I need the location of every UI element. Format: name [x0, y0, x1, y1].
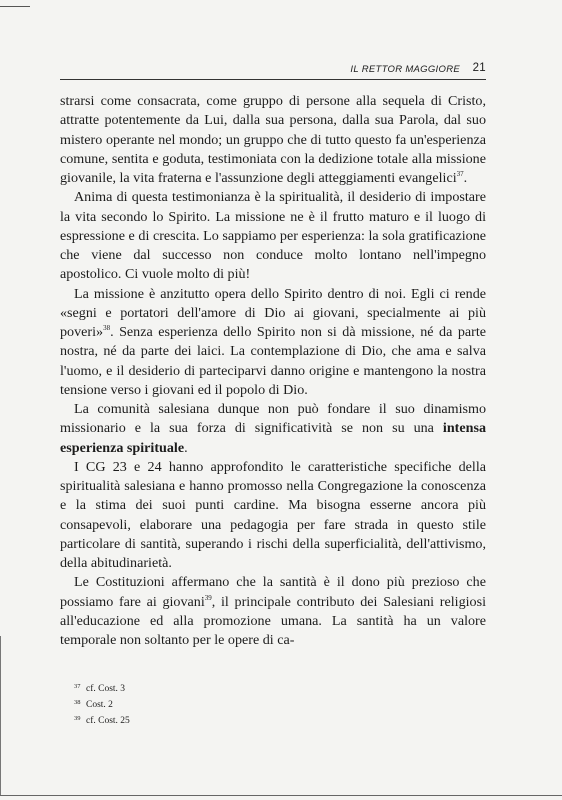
paragraph-5: I CG 23 e 24 hanno approfondito le caratteristiche specifiche della spiritualità salesiana e hanno promosso nella Congregazione la conoscenza e la stima dei suoi punti cardine. Ma bisogna esserne ancora più consapevoli, elaborare una pedagogia per fare strada in questo stile particolare di santità, superando i rischi della superficialità, dell'attivismo, della abitudinarietà.: [60, 458, 486, 571]
footnote-ref-38: 38: [103, 324, 111, 332]
scan-edge-mark: [0, 636, 1, 796]
paragraph-6: Le Costituzioni affermano che la santità è il dono più prezioso che possiamo fare ai giovani$^{39}$, il principale contributo dei Salesiani religiosi all'educazione ed alla promozione umana. La santità ha un valore temporale non soltanto per le opere di ca-: [60, 574, 486, 648]
footnote: [74, 712, 374, 728]
footnote-ref-39: 39: [204, 593, 212, 602]
footnote-ref-37: 37: [456, 170, 464, 178]
footnote-number: 37: [74, 683, 81, 690]
emphasis-text: intensa esperienza spirituale: [60, 420, 486, 456]
page-number: 21: [472, 62, 486, 74]
header-rule: [60, 79, 486, 80]
footnote-text: cf. Cost. 3: [86, 684, 126, 694]
scan-edge-mark: [0, 6, 30, 7]
footnote: [74, 680, 374, 696]
body-text: [60, 92, 486, 650]
footnote-text: cf. Cost. 25: [86, 716, 130, 726]
paragraph-1: strarsi come consacrata, come gruppo di persone alla sequela di Cristo, attratte potentemente da Lui, dalla sua persona, dalla sua Parola, dal suo mistero operante nel mondo; un gruppo che di tutto questo fa un'esperienza comune, sentita e goduta, testimoniata con la dedizione totale alla missione giovanile, la vita fraterna e l'assunzione degli atteggiamenti evangelici$^{37}$.: [60, 93, 486, 186]
scan-edge-mark: [0, 795, 562, 796]
running-head: [60, 62, 486, 78]
footnote-text: Cost. 2: [86, 700, 113, 710]
footnote-number: 38: [74, 699, 81, 706]
running-title: IL RETTOR MAGGIORE: [350, 64, 460, 75]
paragraph-2: Anima di questa testimonianza è la spiritualità, il desiderio di impostare la vita secondo lo Spirito. La missione ne è il frutto maturo e il luogo di espressione e di crescita. Lo sappiamo per esperienza: la sola gratificazione che viene dal successo non conduce molto lontano nell'impegno apostolico. Ci vuole molto di più!: [60, 189, 486, 283]
paragraph-4: La comunità salesiana dunque non può fondare il suo dinamismo missionario e la sua forza di significatività se non su una intensa esperienza spirituale.: [60, 401, 486, 456]
footnote: [74, 696, 374, 712]
footnotes: [74, 680, 374, 728]
paragraph-3: La missione è anzitutto opera dello Spirito dentro di noi. Egli ci rende «segni e portatori dell'amore di Dio ai giovani, specialmente ai più poveri»$^{38}$. Senza esperienza dello Spirito non si dà missione, né da parte nostra, né da parte dei laici. La contemplazione di Dio, che ama e salva l'uomo, e il desiderio di parteciparvi danno origine e mantengono la nostra tensione verso i giovani ed il popolo di Dio.: [60, 285, 486, 398]
footnote-number: 39: [74, 715, 81, 722]
